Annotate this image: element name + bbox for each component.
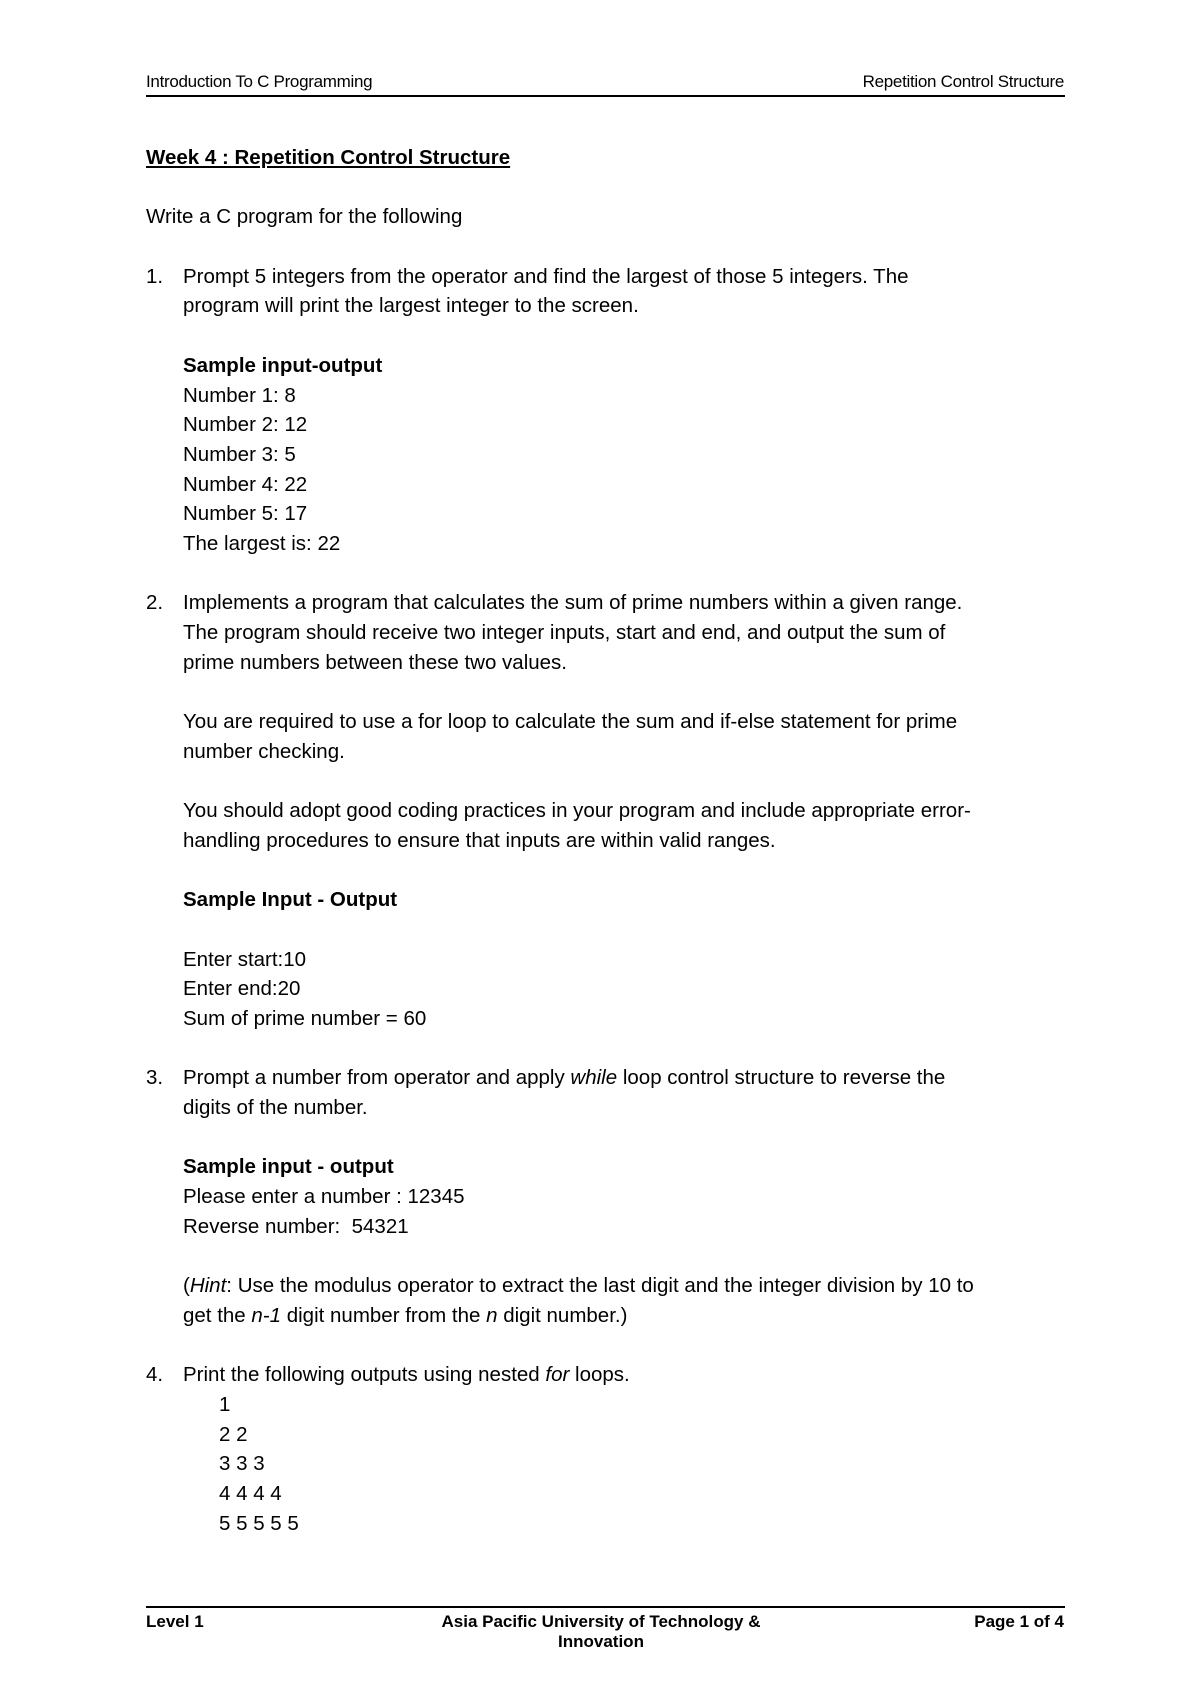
worksheet-intro: Write a C program for the following [146, 205, 463, 229]
question-text-line: You should adopt good coding practices in your program and include appropriate error- [183, 799, 971, 823]
question-text-line: Prompt a number from operator and apply while loop control structure to reverse the [183, 1066, 946, 1090]
page-footer [146, 1612, 1064, 1651]
page-header [146, 72, 1064, 96]
question-text-line: digits of the number. [183, 1096, 368, 1119]
sample-heading: Sample Input - Output [183, 888, 398, 912]
question-text-line: Print the following outputs using nested for loops. [183, 1363, 630, 1387]
pattern-line: 2 2 [219, 1422, 248, 1446]
sample-line: Number 3: 5 [183, 442, 296, 466]
header-rule [146, 95, 1065, 97]
sample-line: Enter start:10 [183, 947, 307, 971]
question-1 [146, 262, 1076, 559]
question-text-line: program will print the largest integer to the screen. [183, 294, 639, 318]
footer-institution: Asia Pacific University of Technology & Innovation [441, 1612, 761, 1651]
question-number: 1. [146, 264, 164, 288]
sample-line: Reverse number: 54321 [183, 1214, 409, 1238]
question-text-line: number checking. [183, 739, 345, 763]
question-text-line: You are required to use a for loop to calculate the sum and if-else statement for prime [183, 710, 958, 734]
pattern-line: 3 3 3 [219, 1452, 265, 1476]
header-course-title: Introduction To C Programming [146, 72, 373, 91]
worksheet-body [146, 143, 1076, 1538]
pattern-line: 5 5 5 5 5 [219, 1511, 299, 1535]
sample-heading: Sample input - output [183, 1155, 394, 1179]
sample-line: Number 5: 17 [183, 502, 308, 526]
hint-line: (Hint: Use the modulus operator to extract the last digit and the integer division by 10 to [183, 1274, 974, 1298]
footer-page-number: Page 1 of 4 [974, 1612, 1064, 1631]
question-2 [146, 588, 1076, 1033]
pattern-line: 1 [219, 1392, 231, 1416]
question-4 [146, 1360, 1076, 1390]
sample-line: Sum of prime number = 60 [183, 1006, 427, 1030]
sample-line: Number 4: 22 [183, 472, 308, 496]
sample-line: The largest is: 22 [183, 531, 341, 555]
question-3 [146, 1063, 1076, 1330]
header-topic: Repetition Control Structure [862, 72, 1064, 91]
question-number: 2. [146, 591, 164, 615]
question-number: 4. [146, 1363, 164, 1387]
sample-line: Number 2: 12 [183, 413, 308, 437]
footer-rule [146, 1606, 1065, 1608]
sample-heading: Sample input-output [183, 353, 383, 377]
worksheet-title: Week 4 : Repetition Control Structure [146, 146, 511, 169]
hint-line: get the n-1 digit number from the n digit number.) [183, 1303, 628, 1327]
pattern-line: 4 4 4 4 [219, 1481, 282, 1505]
sample-line: Enter end:20 [183, 977, 301, 1001]
question-text-line: handling procedures to ensure that inputs are within valid ranges. [183, 828, 776, 852]
question-text-line: Implements a program that calculates the sum of prime numbers within a given range. [183, 591, 963, 615]
sample-line: Please enter a number : 12345 [183, 1185, 465, 1209]
question-text-line: Prompt 5 integers from the operator and find the largest of those 5 integers. The [183, 264, 909, 288]
sample-line: Number 1: 8 [183, 383, 296, 407]
question-text-line: prime numbers between these two values. [183, 650, 568, 674]
question-number: 3. [146, 1066, 164, 1090]
footer-level: Level 1 [146, 1612, 204, 1631]
question-text-line: The program should receive two integer inputs, start and end, and output the sum of [183, 621, 946, 644]
